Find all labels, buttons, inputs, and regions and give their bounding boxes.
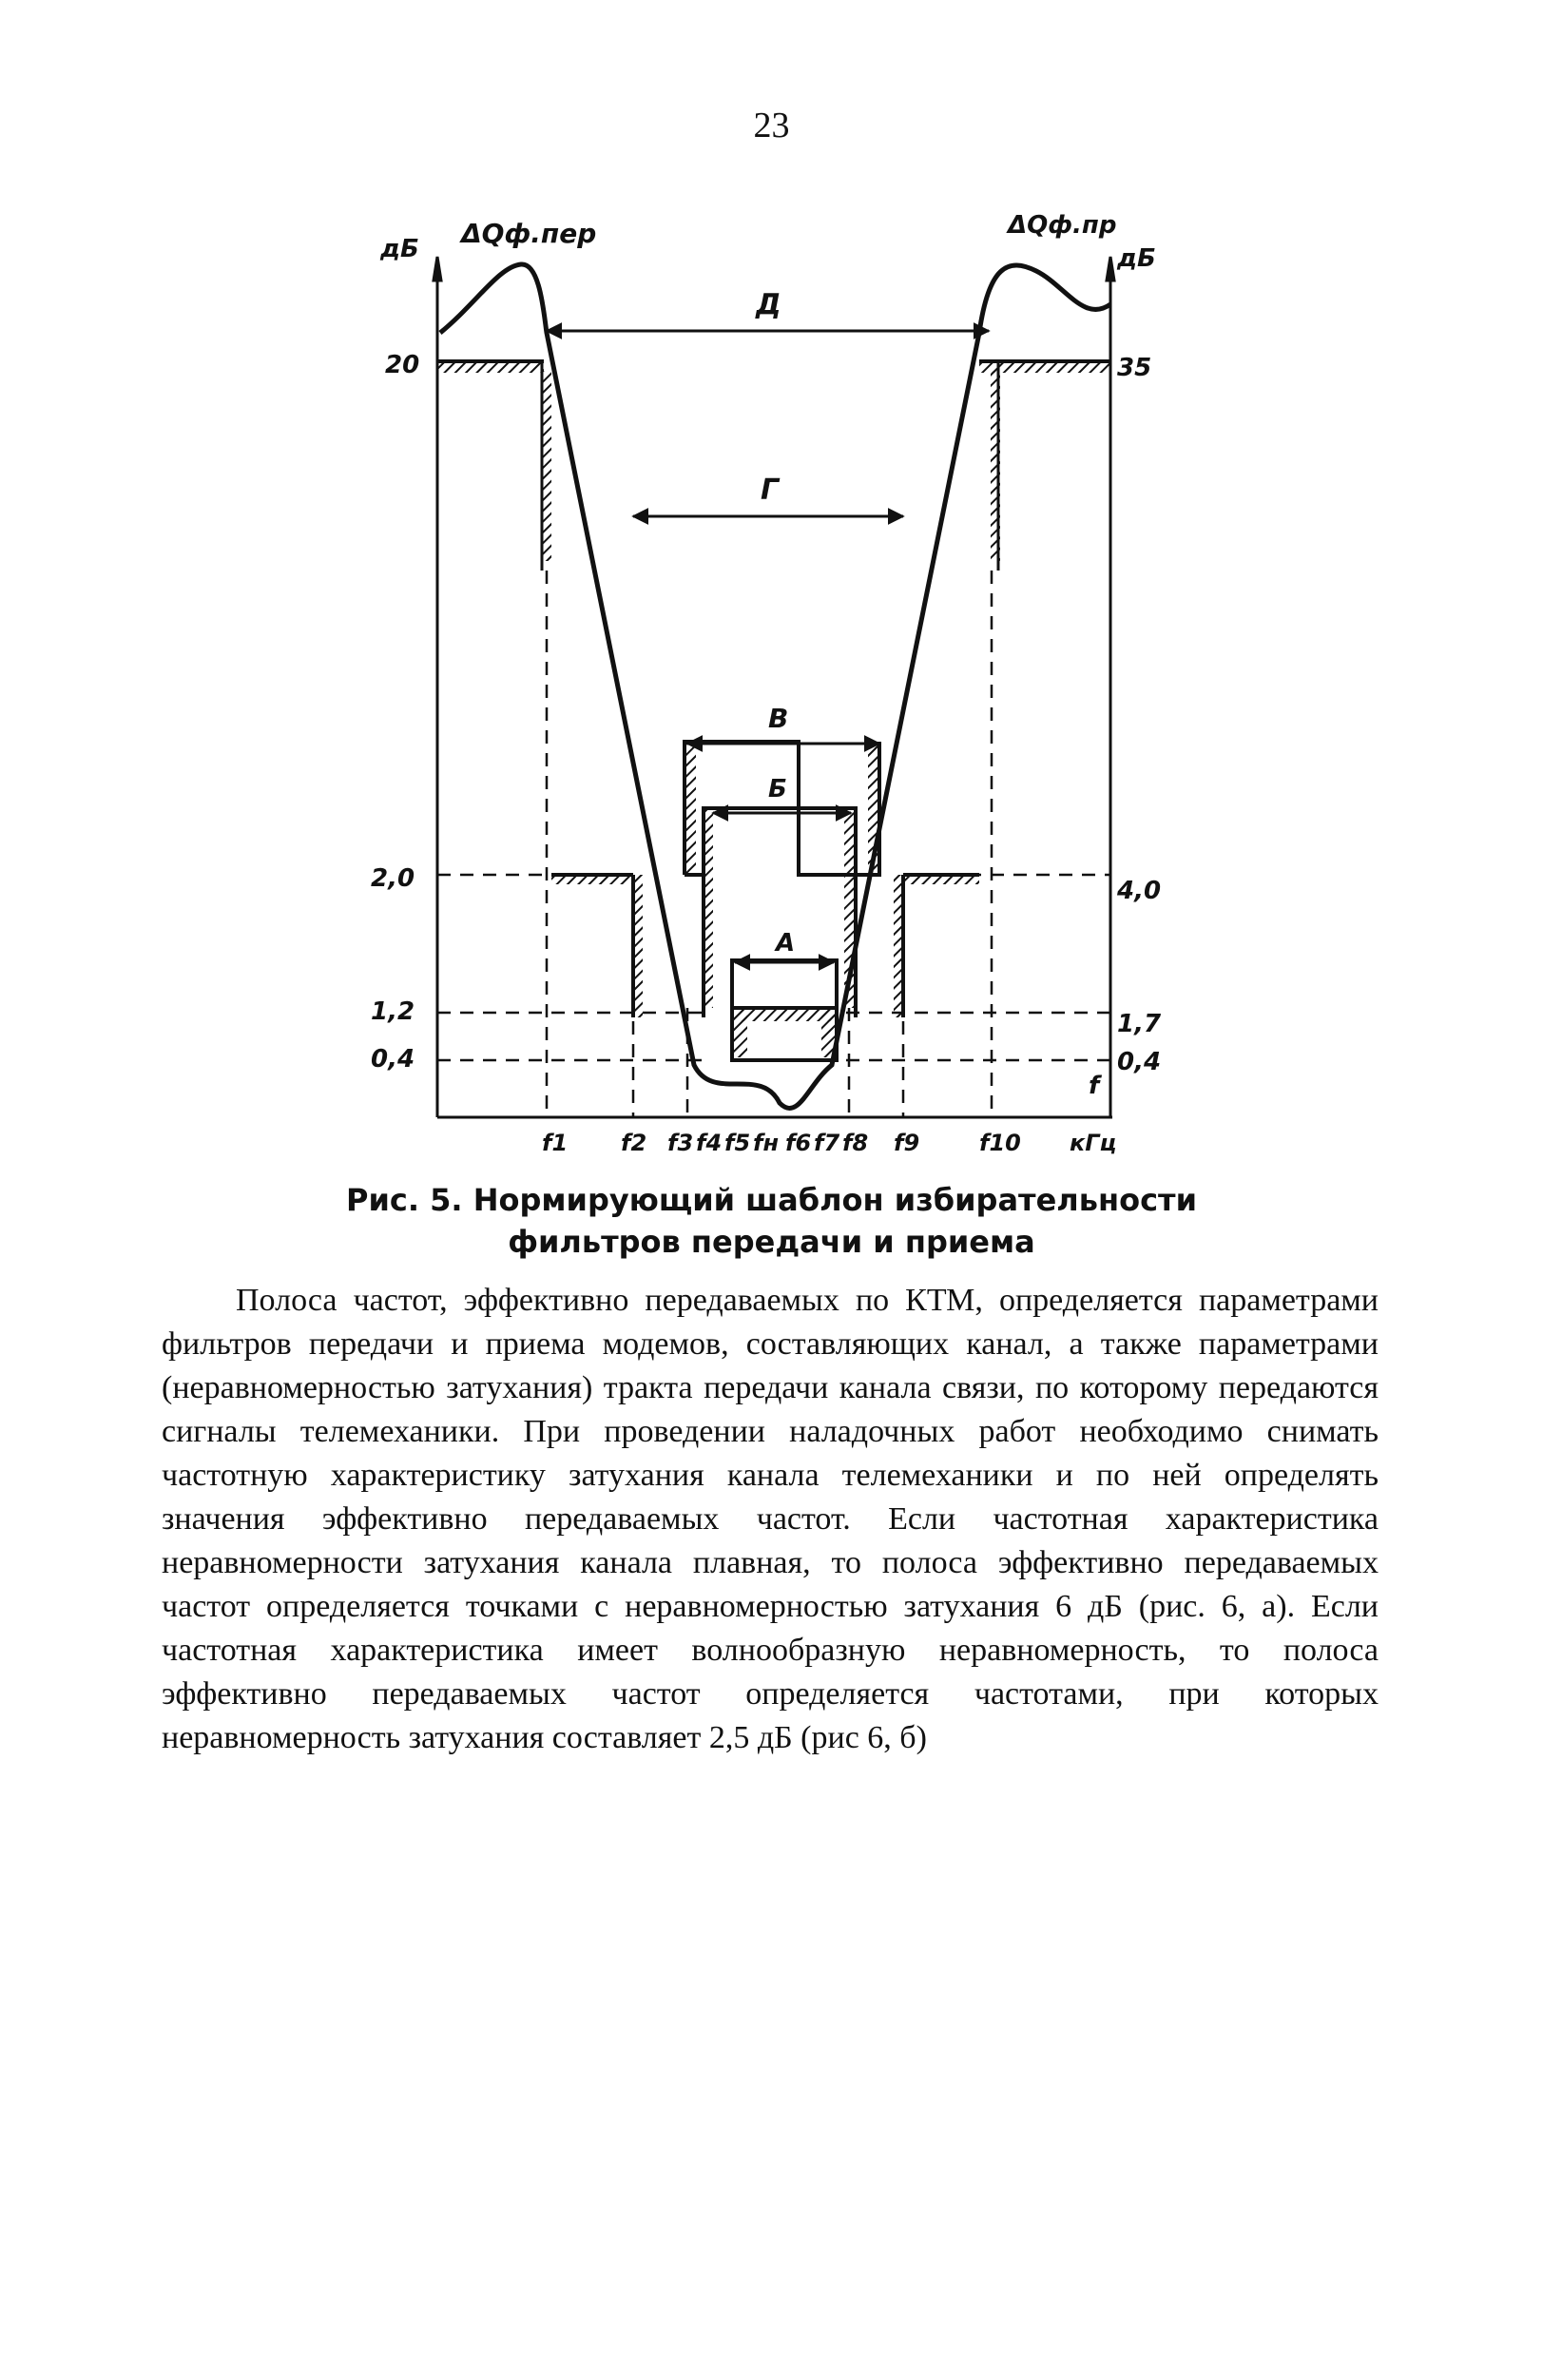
label-curve-left: ΔQф.пер bbox=[461, 218, 597, 249]
label-left-20: 20 bbox=[385, 351, 420, 379]
axes bbox=[434, 257, 1114, 1117]
label-left-04: 0,4 bbox=[371, 1045, 415, 1074]
label-unit-left: дБ bbox=[380, 235, 419, 263]
level-dashed-lines bbox=[437, 875, 1110, 1060]
band-arrows bbox=[547, 331, 989, 962]
caption-line-1: Рис. 5. Нормирующий шаблон избирательности bbox=[345, 1182, 1197, 1218]
tick-f2: f2 bbox=[621, 1130, 647, 1156]
tick-f10: f10 bbox=[979, 1130, 1021, 1156]
label-left-2: 2,0 bbox=[371, 864, 415, 893]
label-right-4: 4,0 bbox=[1117, 877, 1162, 905]
tick-f6: f6 bbox=[785, 1130, 812, 1156]
label-right-17: 1,7 bbox=[1117, 1010, 1162, 1038]
tick-f5: f5 bbox=[724, 1130, 751, 1156]
tick-f8: f8 bbox=[842, 1130, 869, 1156]
label-left-12: 1,2 bbox=[371, 997, 415, 1026]
body-text bbox=[162, 1279, 1379, 1760]
paragraph: Полоса частот, эффективно передаваемых по КТМ, определяется параметрами фильтров передачи и приема модемов, составляющих канал, а также параметрами (неравномерностью затухания) тракта передачи канала связи, по которому передаются сигналы телемеханики. При проведении наладочных работ необходимо снимать частотную характеристику затухания канала телемеханики и по ней определять значения эффективно передаваемых частот. Если частотная характеристика неравномерности затухания канала плавная, то полоса эффективно передаваемых частот определяется точками с неравномерностью затухания 6 дБ (рис. 6, а). Если частотная характеристика имеет волнообразную неравномерность, то полоса эффективно передаваемых частот определяется частотами, при которых неравномерность затухания составляет 2,5 дБ (рис 6, б) bbox=[162, 1283, 1379, 1755]
page-number: 23 bbox=[753, 106, 790, 145]
label-right-04: 0,4 bbox=[1117, 1048, 1162, 1076]
label-right-35: 35 bbox=[1117, 354, 1152, 382]
caption-line-2: фильтров передачи и приема bbox=[508, 1224, 1035, 1260]
tick-f3: f3 bbox=[667, 1130, 694, 1156]
tick-f4: f4 bbox=[696, 1130, 723, 1156]
label-band-a: А bbox=[776, 929, 796, 958]
label-band-d: Д bbox=[756, 288, 781, 321]
tick-f7: f7 bbox=[814, 1130, 840, 1156]
selectivity-template-figure bbox=[314, 190, 1226, 1170]
label-band-g: Г bbox=[761, 474, 780, 507]
tick-f1: f1 bbox=[542, 1130, 569, 1156]
label-axis-f: f bbox=[1089, 1072, 1100, 1100]
figure-caption bbox=[285, 1179, 1258, 1263]
label-unit-khz: кГц bbox=[1070, 1130, 1117, 1156]
label-curve-right: ΔQф.пр bbox=[1008, 211, 1117, 240]
top-stopband-walls bbox=[437, 361, 1110, 571]
label-unit-right: дБ bbox=[1117, 244, 1156, 273]
tick-fn: fн bbox=[753, 1130, 780, 1156]
tick-f9: f9 bbox=[894, 1130, 920, 1156]
selectivity-diagram bbox=[314, 190, 1226, 1170]
label-band-v: В bbox=[768, 703, 789, 734]
frequency-tick-labels bbox=[542, 1130, 1021, 1156]
label-band-b: Б bbox=[768, 775, 787, 803]
